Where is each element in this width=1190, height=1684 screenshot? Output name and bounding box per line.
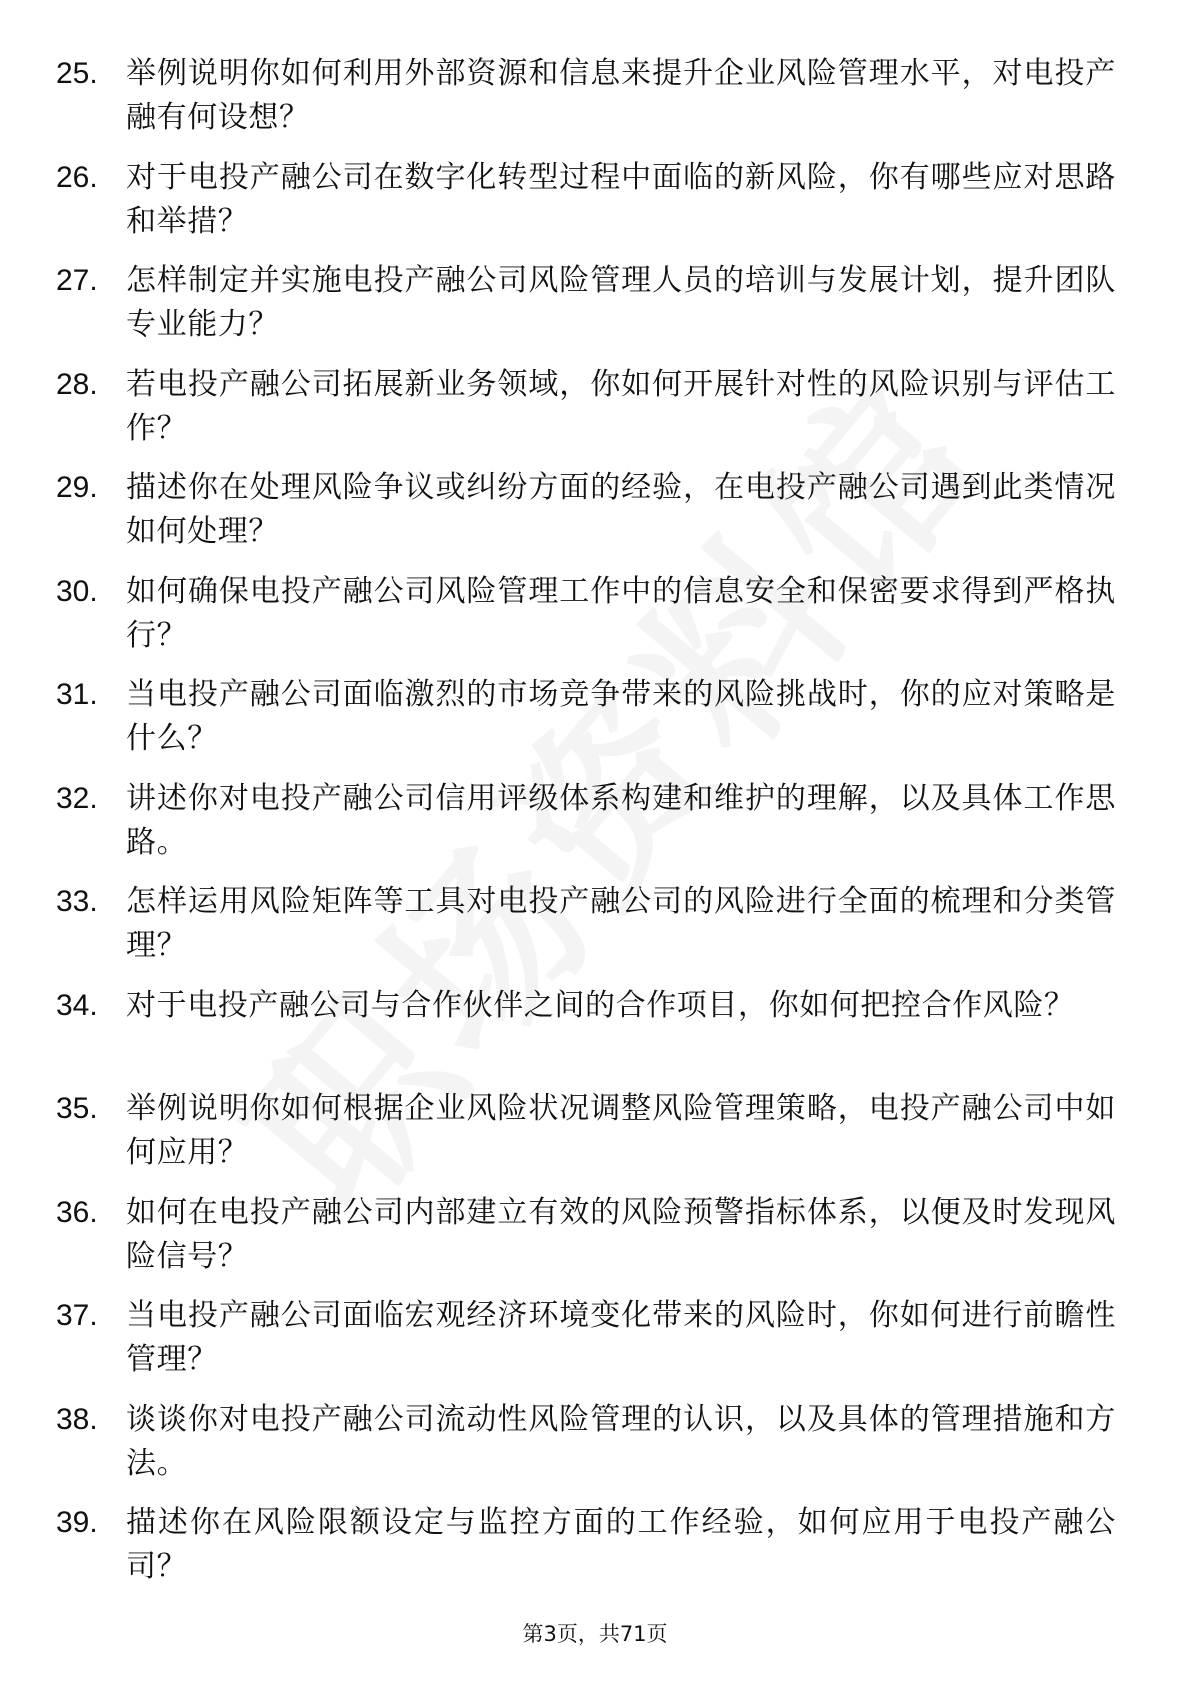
question-number: 26. (56, 160, 98, 194)
question-number: 30. (56, 574, 98, 608)
question-text: 如何确保电投产融公司风险管理工作中的信息安全和保密要求得到严格执行？ (126, 573, 1116, 653)
list-item (56, 1087, 1116, 1191)
question-number: 29. (56, 471, 98, 504)
question-number: 36. (56, 1195, 98, 1229)
page-number-footer: 第3页，共71页 (522, 1622, 668, 1646)
list-item (56, 52, 1116, 156)
question-text: 举例说明你如何根据企业风险状况调整风险管理策略，电投产融公司中如何应用？ (126, 1091, 1116, 1170)
question-number: 33. (56, 885, 98, 918)
list-item (56, 1398, 1116, 1502)
question-number: 28. (56, 367, 98, 401)
question-text: 怎样制定并实施电投产融公司风险管理人员的培训与发展计划，提升团队专业能力？ (126, 263, 1116, 342)
list-item (56, 363, 1116, 467)
question-text: 讲述你对电投产融公司信用评级体系构建和维护的理解，以及具体工作思路。 (126, 780, 1116, 860)
question-number: 31. (56, 678, 98, 711)
question-number: 25. (56, 57, 98, 90)
list-item (56, 984, 1116, 1088)
list-item (56, 570, 1116, 674)
question-text: 怎样运用风险矩阵等工具对电投产融公司的风险进行全面的梳理和分类管理？ (126, 884, 1116, 963)
list-item (56, 259, 1116, 363)
question-text: 举例说明你如何利用外部资源和信息来提升企业风险管理水平，对电投产融有何设想？ (126, 56, 1116, 135)
question-number: 38. (56, 1402, 98, 1436)
list-item (56, 777, 1116, 881)
question-text: 谈谈你对电投产融公司流动性风险管理的认识，以及具体的管理措施和方法。 (126, 1401, 1116, 1481)
list-item (56, 1501, 1116, 1605)
question-text: 对于电投产融公司在数字化转型过程中面临的新风险，你有哪些应对思路和举措？ (126, 159, 1116, 239)
list-item (56, 466, 1116, 570)
question-text: 若电投产融公司拓展新业务领域，你如何开展针对性的风险识别与评估工作？ (126, 366, 1116, 446)
question-text: 描述你在风险限额设定与监控方面的工作经验，如何应用于电投产融公司？ (126, 1505, 1116, 1584)
question-text: 当电投产融公司面临宏观经济环境变化带来的风险时，你如何进行前瞻性管理？ (126, 1298, 1116, 1377)
question-text: 当电投产融公司面临激烈的市场竞争带来的风险挑战时，你的应对策略是什么？ (126, 677, 1116, 756)
list-item (56, 880, 1116, 984)
list-item (56, 1191, 1116, 1295)
list-item (56, 156, 1116, 260)
list-item (56, 673, 1116, 777)
question-number: 32. (56, 781, 98, 815)
list-item (56, 1294, 1116, 1398)
question-text: 如何在电投产融公司内部建立有效的风险预警指标体系，以便及时发现风险信号？ (126, 1194, 1116, 1274)
question-text: 对于电投产融公司与合作伙伴之间的合作项目，你如何把控合作风险？ (126, 987, 1075, 1023)
question-number: 34. (56, 988, 98, 1022)
question-number: 39. (56, 1506, 98, 1539)
question-number: 27. (56, 264, 98, 297)
question-number: 35. (56, 1092, 98, 1125)
question-list (56, 52, 1116, 1605)
question-number: 37. (56, 1299, 98, 1332)
question-text: 描述你在处理风险争议或纠纷方面的经验，在电投产融公司遇到此类情况如何处理？ (126, 470, 1116, 549)
